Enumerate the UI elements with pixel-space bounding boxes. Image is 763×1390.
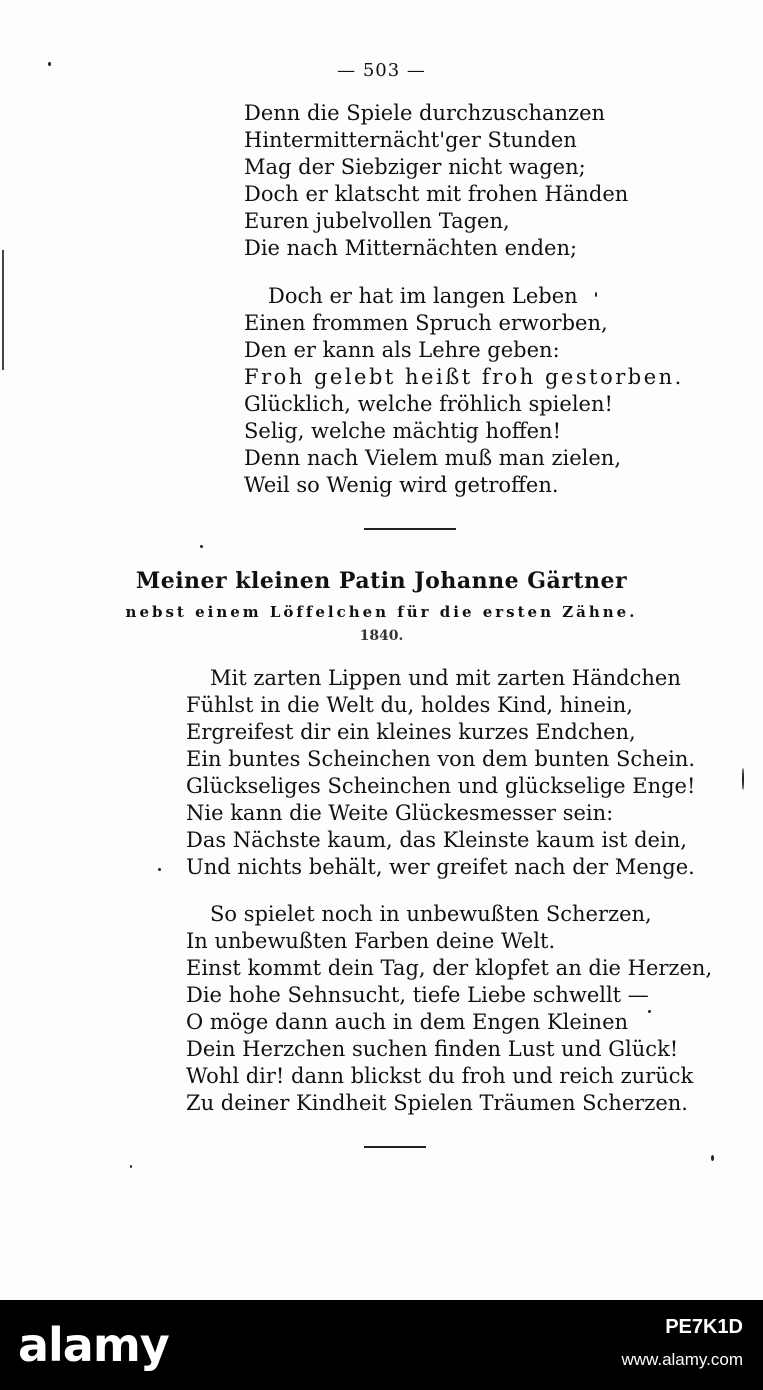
verse-line: Euren jubelvollen Tagen, xyxy=(244,209,510,233)
stanza-3 xyxy=(186,665,695,881)
scan-speck xyxy=(158,868,161,871)
verse-line: Hintermitternächt'ger Stunden xyxy=(244,128,577,152)
verse-line: Einen frommen Spruch erworben, xyxy=(244,311,608,335)
section-divider-end xyxy=(364,1146,426,1148)
verse-line: Weil so Wenig wird getroffen. xyxy=(244,473,559,497)
verse-line: Selig, welche mächtig hoffen! xyxy=(244,419,562,443)
alamy-logo: alamy xyxy=(18,1318,169,1372)
stanza-2 xyxy=(244,283,684,499)
verse-line: Doch er klatscht mit frohen Händen xyxy=(244,182,629,206)
scan-speck xyxy=(742,768,744,790)
page-number: — 503 — xyxy=(337,60,426,81)
verse-line: Denn die Spiele durchzuschanzen xyxy=(244,101,606,125)
verse-line: Und nichts behält, wer greifet nach der Menge. xyxy=(186,855,695,879)
scan-speck xyxy=(711,1155,714,1161)
scan-speck xyxy=(595,292,597,297)
verse-line: Ein buntes Scheinchen von dem bunten Schein. xyxy=(186,747,696,771)
verse-line: Wohl dir! dann blickst du froh und reich zurück xyxy=(186,1064,694,1088)
verse-line: Zu deiner Kindheit Spielen Träumen Scherzen. xyxy=(186,1091,688,1115)
verse-line: Doch er hat im langen Leben xyxy=(268,284,578,308)
scan-speck xyxy=(130,1165,132,1168)
verse-line: In unbewußten Farben deine Welt. xyxy=(186,929,556,953)
stanza-4 xyxy=(186,901,712,1117)
page-edge-mark xyxy=(2,250,4,370)
poem-title: Meiner kleinen Patin Johanne Gärtner xyxy=(135,568,628,594)
verse-line: So spielet noch in unbewußten Scherzen, xyxy=(210,902,652,926)
image-id: PE7K1D xyxy=(665,1316,743,1338)
poem-subtitle: nebst einem Löffelchen für die ersten Zähne. xyxy=(125,603,638,621)
stanza-1 xyxy=(244,100,628,262)
scan-speck xyxy=(48,62,51,66)
verse-line: Die hohe Sehnsucht, tiefe Liebe schwellt — xyxy=(186,983,649,1007)
verse-line: O möge dann auch in dem Engen Kleinen xyxy=(186,1010,629,1034)
verse-line: Fühlst in die Welt du, holdes Kind, hinein, xyxy=(186,693,633,717)
verse-line: Denn nach Vielem muß man zielen, xyxy=(244,446,621,470)
verse-line: Den er kann als Lehre geben: xyxy=(244,338,560,362)
verse-line: Ergreifest dir ein kleines kurzes Endchen, xyxy=(186,720,636,744)
verse-line: Einst kommt dein Tag, der klopfet an die Herzen, xyxy=(186,956,713,980)
scan-speck xyxy=(200,545,203,548)
watermark-url: www.alamy.com xyxy=(621,1350,743,1369)
scan-speck xyxy=(648,1010,651,1013)
verse-line-emphasized: Froh gelebt heißt froh gestorben. xyxy=(244,365,684,389)
verse-line: Nie kann die Weite Glückesmesser sein: xyxy=(186,801,614,825)
poem-year: 1840. xyxy=(359,628,404,644)
verse-line: Mag der Siebziger nicht wagen; xyxy=(244,155,586,179)
verse-line: Glücklich, welche fröhlich spielen! xyxy=(244,392,613,416)
verse-line: Die nach Mitternächten enden; xyxy=(244,236,578,260)
verse-line: Glückseliges Scheinchen und glückselige Enge! xyxy=(186,774,696,798)
verse-line: Dein Herzchen suchen finden Lust und Glück! xyxy=(186,1037,679,1061)
verse-line: Das Nächste kaum, das Kleinste kaum ist dein, xyxy=(186,828,687,852)
verse-line: Mit zarten Lippen und mit zarten Händchen xyxy=(210,666,681,690)
section-divider xyxy=(364,528,456,530)
watermark-banner xyxy=(0,1300,763,1390)
